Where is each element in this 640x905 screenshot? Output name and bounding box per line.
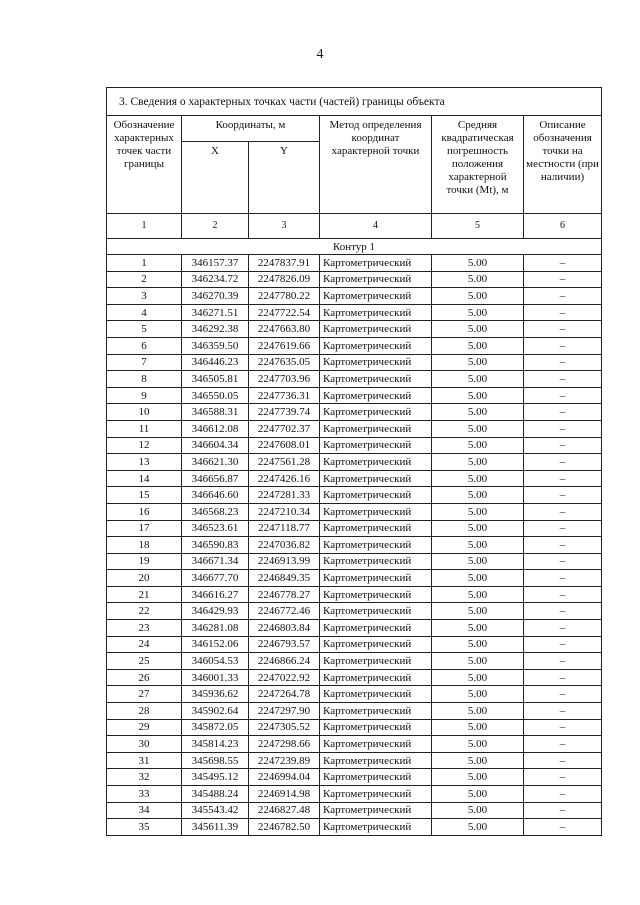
method-cell: Картометрический [320,271,432,288]
coord-y-cell: 2246772.46 [249,603,320,620]
coord-x-cell: 346588.31 [182,404,249,421]
accuracy-cell: 5.00 [432,454,524,471]
coord-x-cell: 346281.08 [182,620,249,637]
column-number: 4 [320,214,432,239]
method-cell: Картометрический [320,719,432,736]
accuracy-cell: 5.00 [432,669,524,686]
coord-y-cell: 2247837.91 [249,255,320,272]
description-cell: – [524,470,602,487]
column-number-row [107,214,602,239]
accuracy-cell: 5.00 [432,653,524,670]
description-cell: – [524,636,602,653]
coord-x-cell: 346446.23 [182,354,249,371]
accuracy-cell: 5.00 [432,802,524,819]
coord-x-cell: 346429.93 [182,603,249,620]
coord-x-cell: 346656.87 [182,470,249,487]
point-number-cell: 35 [107,819,182,836]
method-cell: Картометрический [320,603,432,620]
point-number-cell: 4 [107,304,182,321]
accuracy-cell: 5.00 [432,586,524,603]
point-number-cell: 6 [107,337,182,354]
table-row [107,454,602,471]
coord-y-cell: 2246778.27 [249,586,320,603]
coord-y-cell: 2247703.96 [249,371,320,388]
coord-y-cell: 2246827.48 [249,802,320,819]
accuracy-cell: 5.00 [432,603,524,620]
description-cell: – [524,769,602,786]
table-row [107,520,602,537]
coord-x-cell: 346001.33 [182,669,249,686]
coord-y-cell: 2246994.04 [249,769,320,786]
description-cell: – [524,321,602,338]
coord-y-cell: 2247702.37 [249,420,320,437]
coord-y-cell: 2247426.16 [249,470,320,487]
table-row [107,819,602,836]
coord-y-cell: 2247298.66 [249,736,320,753]
table-row [107,487,602,504]
method-cell: Картометрический [320,470,432,487]
accuracy-cell: 5.00 [432,769,524,786]
coord-x-cell: 345488.24 [182,786,249,803]
coord-x-cell: 345872.05 [182,719,249,736]
table-row [107,537,602,554]
coord-y-cell: 2247281.33 [249,487,320,504]
header-coordinates: Координаты, м [182,116,320,142]
method-cell: Картометрический [320,586,432,603]
coord-y-cell: 2247722.54 [249,304,320,321]
table-row [107,636,602,653]
method-cell: Картометрический [320,387,432,404]
description-cell: – [524,537,602,554]
description-cell: – [524,437,602,454]
coord-y-cell: 2247239.89 [249,752,320,769]
point-number-cell: 18 [107,537,182,554]
coord-x-cell: 345902.64 [182,703,249,720]
coord-x-cell: 346157.37 [182,255,249,272]
point-number-cell: 23 [107,620,182,637]
method-cell: Картометрический [320,321,432,338]
table-row [107,271,602,288]
point-number-cell: 3 [107,288,182,305]
coord-x-cell: 346612.08 [182,420,249,437]
method-cell: Картометрический [320,487,432,504]
table-row [107,586,602,603]
accuracy-cell: 5.00 [432,271,524,288]
description-cell: – [524,288,602,305]
description-cell: – [524,802,602,819]
coord-y-cell: 2247736.31 [249,387,320,404]
coord-x-cell: 346677.70 [182,570,249,587]
method-cell: Картометрический [320,802,432,819]
point-number-cell: 15 [107,487,182,504]
table-row [107,288,602,305]
method-cell: Картометрический [320,337,432,354]
table-row [107,802,602,819]
accuracy-cell: 5.00 [432,404,524,421]
point-number-cell: 14 [107,470,182,487]
description-cell: – [524,719,602,736]
header-x: X [182,142,249,214]
method-cell: Картометрический [320,819,432,836]
point-number-cell: 1 [107,255,182,272]
point-number-cell: 8 [107,371,182,388]
accuracy-cell: 5.00 [432,703,524,720]
method-cell: Картометрический [320,769,432,786]
point-number-cell: 10 [107,404,182,421]
header-designation: Обозначение характерных точек части границы [107,116,182,214]
point-number-cell: 30 [107,736,182,753]
description-cell: – [524,520,602,537]
description-cell: – [524,354,602,371]
method-cell: Картометрический [320,752,432,769]
table-row [107,503,602,520]
point-number-cell: 12 [107,437,182,454]
method-cell: Картометрический [320,288,432,305]
point-number-cell: 5 [107,321,182,338]
description-cell: – [524,503,602,520]
table-row [107,437,602,454]
point-number-cell: 26 [107,669,182,686]
coord-y-cell: 2247210.34 [249,503,320,520]
point-number-cell: 13 [107,454,182,471]
description-cell: – [524,255,602,272]
coord-y-cell: 2247022.92 [249,669,320,686]
accuracy-cell: 5.00 [432,470,524,487]
table-row [107,736,602,753]
method-cell: Картометрический [320,371,432,388]
point-number-cell: 20 [107,570,182,587]
table-row [107,719,602,736]
coord-y-cell: 2247663.80 [249,321,320,338]
table-row [107,470,602,487]
table-row [107,337,602,354]
method-cell: Картометрический [320,420,432,437]
coord-x-cell: 345814.23 [182,736,249,753]
method-cell: Картометрический [320,686,432,703]
coord-y-cell: 2246849.35 [249,570,320,587]
point-number-cell: 22 [107,603,182,620]
method-cell: Картометрический [320,255,432,272]
point-number-cell: 21 [107,586,182,603]
description-cell: – [524,603,602,620]
accuracy-cell: 5.00 [432,354,524,371]
method-cell: Картометрический [320,669,432,686]
table-row [107,420,602,437]
description-cell: – [524,653,602,670]
table-row [107,752,602,769]
contour-row [107,239,602,255]
method-cell: Картометрический [320,454,432,471]
coord-x-cell: 345936.62 [182,686,249,703]
coord-x-cell: 346234.72 [182,271,249,288]
coord-x-cell: 345698.55 [182,752,249,769]
accuracy-cell: 5.00 [432,686,524,703]
method-cell: Картометрический [320,537,432,554]
coord-y-cell: 2246782.50 [249,819,320,836]
coord-x-cell: 346621.30 [182,454,249,471]
description-cell: – [524,304,602,321]
method-cell: Картометрический [320,553,432,570]
method-cell: Картометрический [320,736,432,753]
description-cell: – [524,586,602,603]
description-cell: – [524,420,602,437]
accuracy-cell: 5.00 [432,371,524,388]
point-number-cell: 27 [107,686,182,703]
coord-x-cell: 346359.50 [182,337,249,354]
coord-x-cell: 346646.60 [182,487,249,504]
coord-y-cell: 2247739.74 [249,404,320,421]
description-cell: – [524,454,602,471]
method-cell: Картометрический [320,437,432,454]
section-title: 3. Сведения о характерных точках части (частей) границы объекта [107,88,602,116]
table-row [107,603,602,620]
point-number-cell: 11 [107,420,182,437]
coord-x-cell: 345611.39 [182,819,249,836]
header-method: Метод определения координат характерной точки [320,116,432,214]
accuracy-cell: 5.00 [432,636,524,653]
point-number-cell: 16 [107,503,182,520]
table-row [107,304,602,321]
accuracy-cell: 5.00 [432,288,524,305]
coord-y-cell: 2247297.90 [249,703,320,720]
description-cell: – [524,669,602,686]
contour-label: Контур 1 [107,239,602,255]
description-cell: – [524,387,602,404]
page-number: 4 [316,47,324,62]
table-row [107,570,602,587]
point-number-cell: 33 [107,786,182,803]
accuracy-cell: 5.00 [432,537,524,554]
coord-x-cell: 346616.27 [182,586,249,603]
coord-x-cell: 346054.53 [182,653,249,670]
coord-y-cell: 2247561.28 [249,454,320,471]
coord-x-cell: 346292.38 [182,321,249,338]
accuracy-cell: 5.00 [432,520,524,537]
description-cell: – [524,371,602,388]
table-row [107,354,602,371]
accuracy-cell: 5.00 [432,819,524,836]
table-row [107,371,602,388]
header-description: Описание обозначения точки на местности (при наличии) [524,116,602,214]
point-number-cell: 24 [107,636,182,653]
description-cell: – [524,620,602,637]
accuracy-cell: 5.00 [432,736,524,753]
description-cell: – [524,487,602,504]
coord-x-cell: 346550.05 [182,387,249,404]
coord-y-cell: 2247619.66 [249,337,320,354]
description-cell: – [524,570,602,587]
accuracy-cell: 5.00 [432,752,524,769]
method-cell: Картометрический [320,653,432,670]
coord-y-cell: 2247264.78 [249,686,320,703]
accuracy-cell: 5.00 [432,570,524,587]
accuracy-cell: 5.00 [432,255,524,272]
coord-y-cell: 2247780.22 [249,288,320,305]
header-row [107,116,602,142]
coord-x-cell: 346271.51 [182,304,249,321]
coord-x-cell: 346590.83 [182,537,249,554]
point-number-cell: 2 [107,271,182,288]
table-row [107,553,602,570]
header-y: Y [249,142,320,214]
point-number-cell: 31 [107,752,182,769]
table-row [107,686,602,703]
accuracy-cell: 5.00 [432,420,524,437]
description-cell: – [524,736,602,753]
column-number: 6 [524,214,602,239]
header-accuracy: Средняя квадратическая погрешность положения характерной точки (Mt), м [432,116,524,214]
coord-y-cell: 2247305.52 [249,719,320,736]
description-cell: – [524,752,602,769]
coord-x-cell: 346671.34 [182,553,249,570]
coord-y-cell: 2246866.24 [249,653,320,670]
table-row [107,769,602,786]
accuracy-cell: 5.00 [432,786,524,803]
coord-y-cell: 2246914.98 [249,786,320,803]
coord-y-cell: 2247635.05 [249,354,320,371]
table-row [107,620,602,637]
accuracy-cell: 5.00 [432,387,524,404]
point-number-cell: 19 [107,553,182,570]
point-number-cell: 29 [107,719,182,736]
accuracy-cell: 5.00 [432,437,524,454]
column-number: 3 [249,214,320,239]
point-number-cell: 9 [107,387,182,404]
accuracy-cell: 5.00 [432,321,524,338]
coord-y-cell: 2246803.84 [249,620,320,637]
method-cell: Картометрический [320,520,432,537]
table-row [107,669,602,686]
point-number-cell: 25 [107,653,182,670]
point-number-cell: 32 [107,769,182,786]
coord-y-cell: 2246913.99 [249,553,320,570]
boundary-points-table [106,87,602,836]
table-row [107,255,602,272]
description-cell: – [524,404,602,421]
column-number: 1 [107,214,182,239]
table-row [107,653,602,670]
method-cell: Картометрический [320,354,432,371]
method-cell: Картометрический [320,786,432,803]
point-number-cell: 34 [107,802,182,819]
method-cell: Картометрический [320,503,432,520]
accuracy-cell: 5.00 [432,620,524,637]
method-cell: Картометрический [320,570,432,587]
accuracy-cell: 5.00 [432,503,524,520]
coord-x-cell: 346505.81 [182,371,249,388]
section-title-row [107,88,602,116]
coord-x-cell: 346604.34 [182,437,249,454]
table-row [107,387,602,404]
description-cell: – [524,337,602,354]
point-number-cell: 28 [107,703,182,720]
coord-y-cell: 2247826.09 [249,271,320,288]
coord-x-cell: 345543.42 [182,802,249,819]
coord-x-cell: 346270.39 [182,288,249,305]
table-row [107,786,602,803]
accuracy-cell: 5.00 [432,304,524,321]
method-cell: Картометрический [320,620,432,637]
accuracy-cell: 5.00 [432,719,524,736]
coord-x-cell: 346523.61 [182,520,249,537]
coord-y-cell: 2247118.77 [249,520,320,537]
coord-x-cell: 346568.23 [182,503,249,520]
coord-y-cell: 2247608.01 [249,437,320,454]
accuracy-cell: 5.00 [432,337,524,354]
table-row [107,703,602,720]
coord-y-cell: 2246793.57 [249,636,320,653]
method-cell: Картометрический [320,404,432,421]
coord-x-cell: 346152.06 [182,636,249,653]
description-cell: – [524,819,602,836]
column-number: 5 [432,214,524,239]
method-cell: Картометрический [320,636,432,653]
method-cell: Картометрический [320,304,432,321]
table-row [107,404,602,421]
description-cell: – [524,786,602,803]
coord-y-cell: 2247036.82 [249,537,320,554]
method-cell: Картометрический [320,703,432,720]
accuracy-cell: 5.00 [432,487,524,504]
point-number-cell: 7 [107,354,182,371]
column-number: 2 [182,214,249,239]
accuracy-cell: 5.00 [432,553,524,570]
description-cell: – [524,553,602,570]
description-cell: – [524,703,602,720]
description-cell: – [524,686,602,703]
point-number-cell: 17 [107,520,182,537]
coord-x-cell: 345495.12 [182,769,249,786]
table-row [107,321,602,338]
description-cell: – [524,271,602,288]
